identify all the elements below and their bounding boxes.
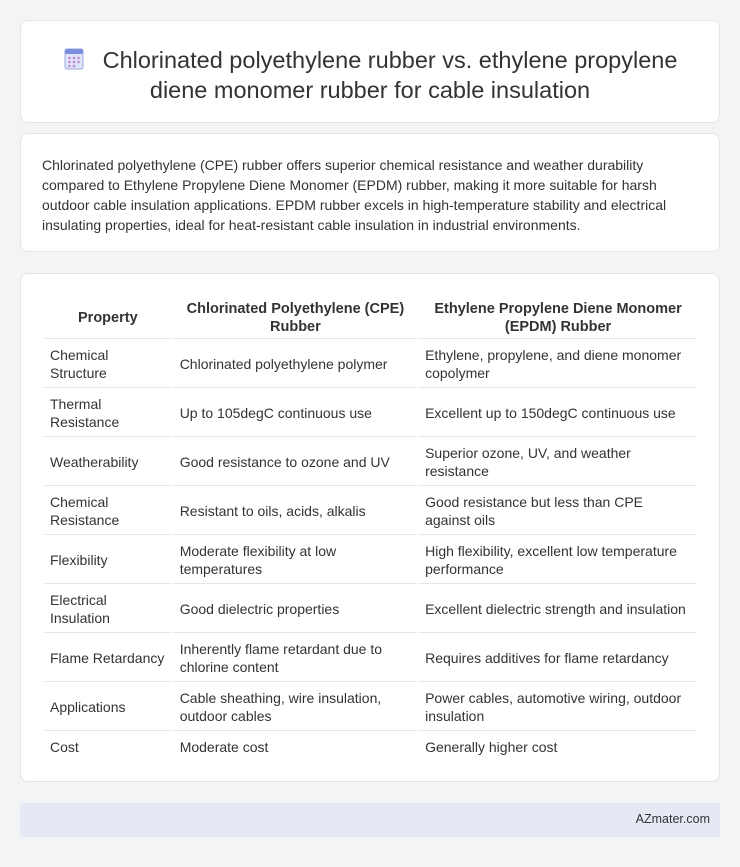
page-title-wrapper (21, 45, 719, 105)
table-row (44, 586, 697, 633)
cpe-cell: Inherently flame retardant due to chlorine content (174, 635, 417, 682)
cpe-cell: Resistant to oils, acids, alkalis (174, 488, 417, 535)
property-cell: Flexibility (44, 537, 172, 584)
cpe-cell: Up to 105degC continuous use (174, 390, 417, 437)
epdm-cell: Good resistance but less than CPE against oils (419, 488, 697, 535)
document-icon (63, 47, 85, 69)
property-cell: Electrical Insulation (44, 586, 172, 633)
table-row (44, 341, 697, 388)
header-property: Property (44, 296, 172, 339)
epdm-cell: Excellent dielectric strength and insulation (419, 586, 697, 633)
property-cell: Weatherability (44, 439, 172, 486)
table-header-row (44, 296, 697, 339)
footer-bar (20, 803, 720, 837)
epdm-cell: Ethylene, propylene, and diene monomer copolymer (419, 341, 697, 388)
property-cell: Cost (50, 739, 79, 755)
cpe-cell: Moderate flexibility at low temperatures (174, 537, 417, 584)
table-row (44, 488, 697, 535)
page-title: Chlorinated polyethylene rubber vs. ethylene propylene diene monomer rubber for cable insulation (102, 47, 678, 103)
epdm-cell: Requires additives for flame retardancy (419, 635, 697, 682)
cpe-cell: Moderate cost (179, 739, 269, 755)
cpe-cell: Chlorinated polyethylene polymer (174, 341, 417, 388)
comparison-table-card (20, 273, 720, 782)
epdm-cell: High flexibility, excellent low temperature performance (419, 537, 697, 584)
table-row (44, 635, 697, 682)
epdm-cell: Power cables, automotive wiring, outdoor insulation (419, 684, 697, 731)
cpe-cell: Good resistance to ozone and UV (174, 439, 417, 486)
table-row (44, 733, 697, 761)
epdm-cell: Generally higher cost (425, 739, 558, 755)
intro-paragraph: Chlorinated polyethylene (CPE) rubber offers superior chemical resistance and weather durability compared to Ethylene Propylene Diene Monomer (EPDM) rubber, making it more suitable for harsh outdoor cable insulation applications. EPDM rubber excels in high-temperature stability and electrical insulating properties, ideal for heat-resistant cable insulation in industrial environments. (42, 157, 667, 233)
intro-card (20, 133, 720, 252)
header-cpe: Chlorinated Polyethylene (CPE) Rubber (174, 296, 417, 339)
table-row (44, 684, 697, 731)
property-cell: Chemical Resistance (44, 488, 172, 535)
table-row (44, 537, 697, 584)
epdm-cell: Superior ozone, UV, and weather resistance (419, 439, 697, 486)
property-cell: Flame Retardancy (44, 635, 172, 682)
property-cell: Applications (44, 684, 172, 731)
property-cell: Chemical Structure (44, 341, 172, 388)
table-row (44, 439, 697, 486)
cpe-cell: Good dielectric properties (174, 586, 417, 633)
cpe-cell: Cable sheathing, wire insulation, outdoor cables (174, 684, 417, 731)
property-cell: Thermal Resistance (44, 390, 172, 437)
header-epdm: Ethylene Propylene Diene Monomer (EPDM) Rubber (419, 296, 697, 339)
table-row (44, 390, 697, 437)
footer-site-link[interactable]: AZmater.com (635, 812, 710, 826)
epdm-cell: Excellent up to 150degC continuous use (419, 390, 697, 437)
title-card (20, 20, 720, 123)
comparison-table (42, 294, 699, 763)
